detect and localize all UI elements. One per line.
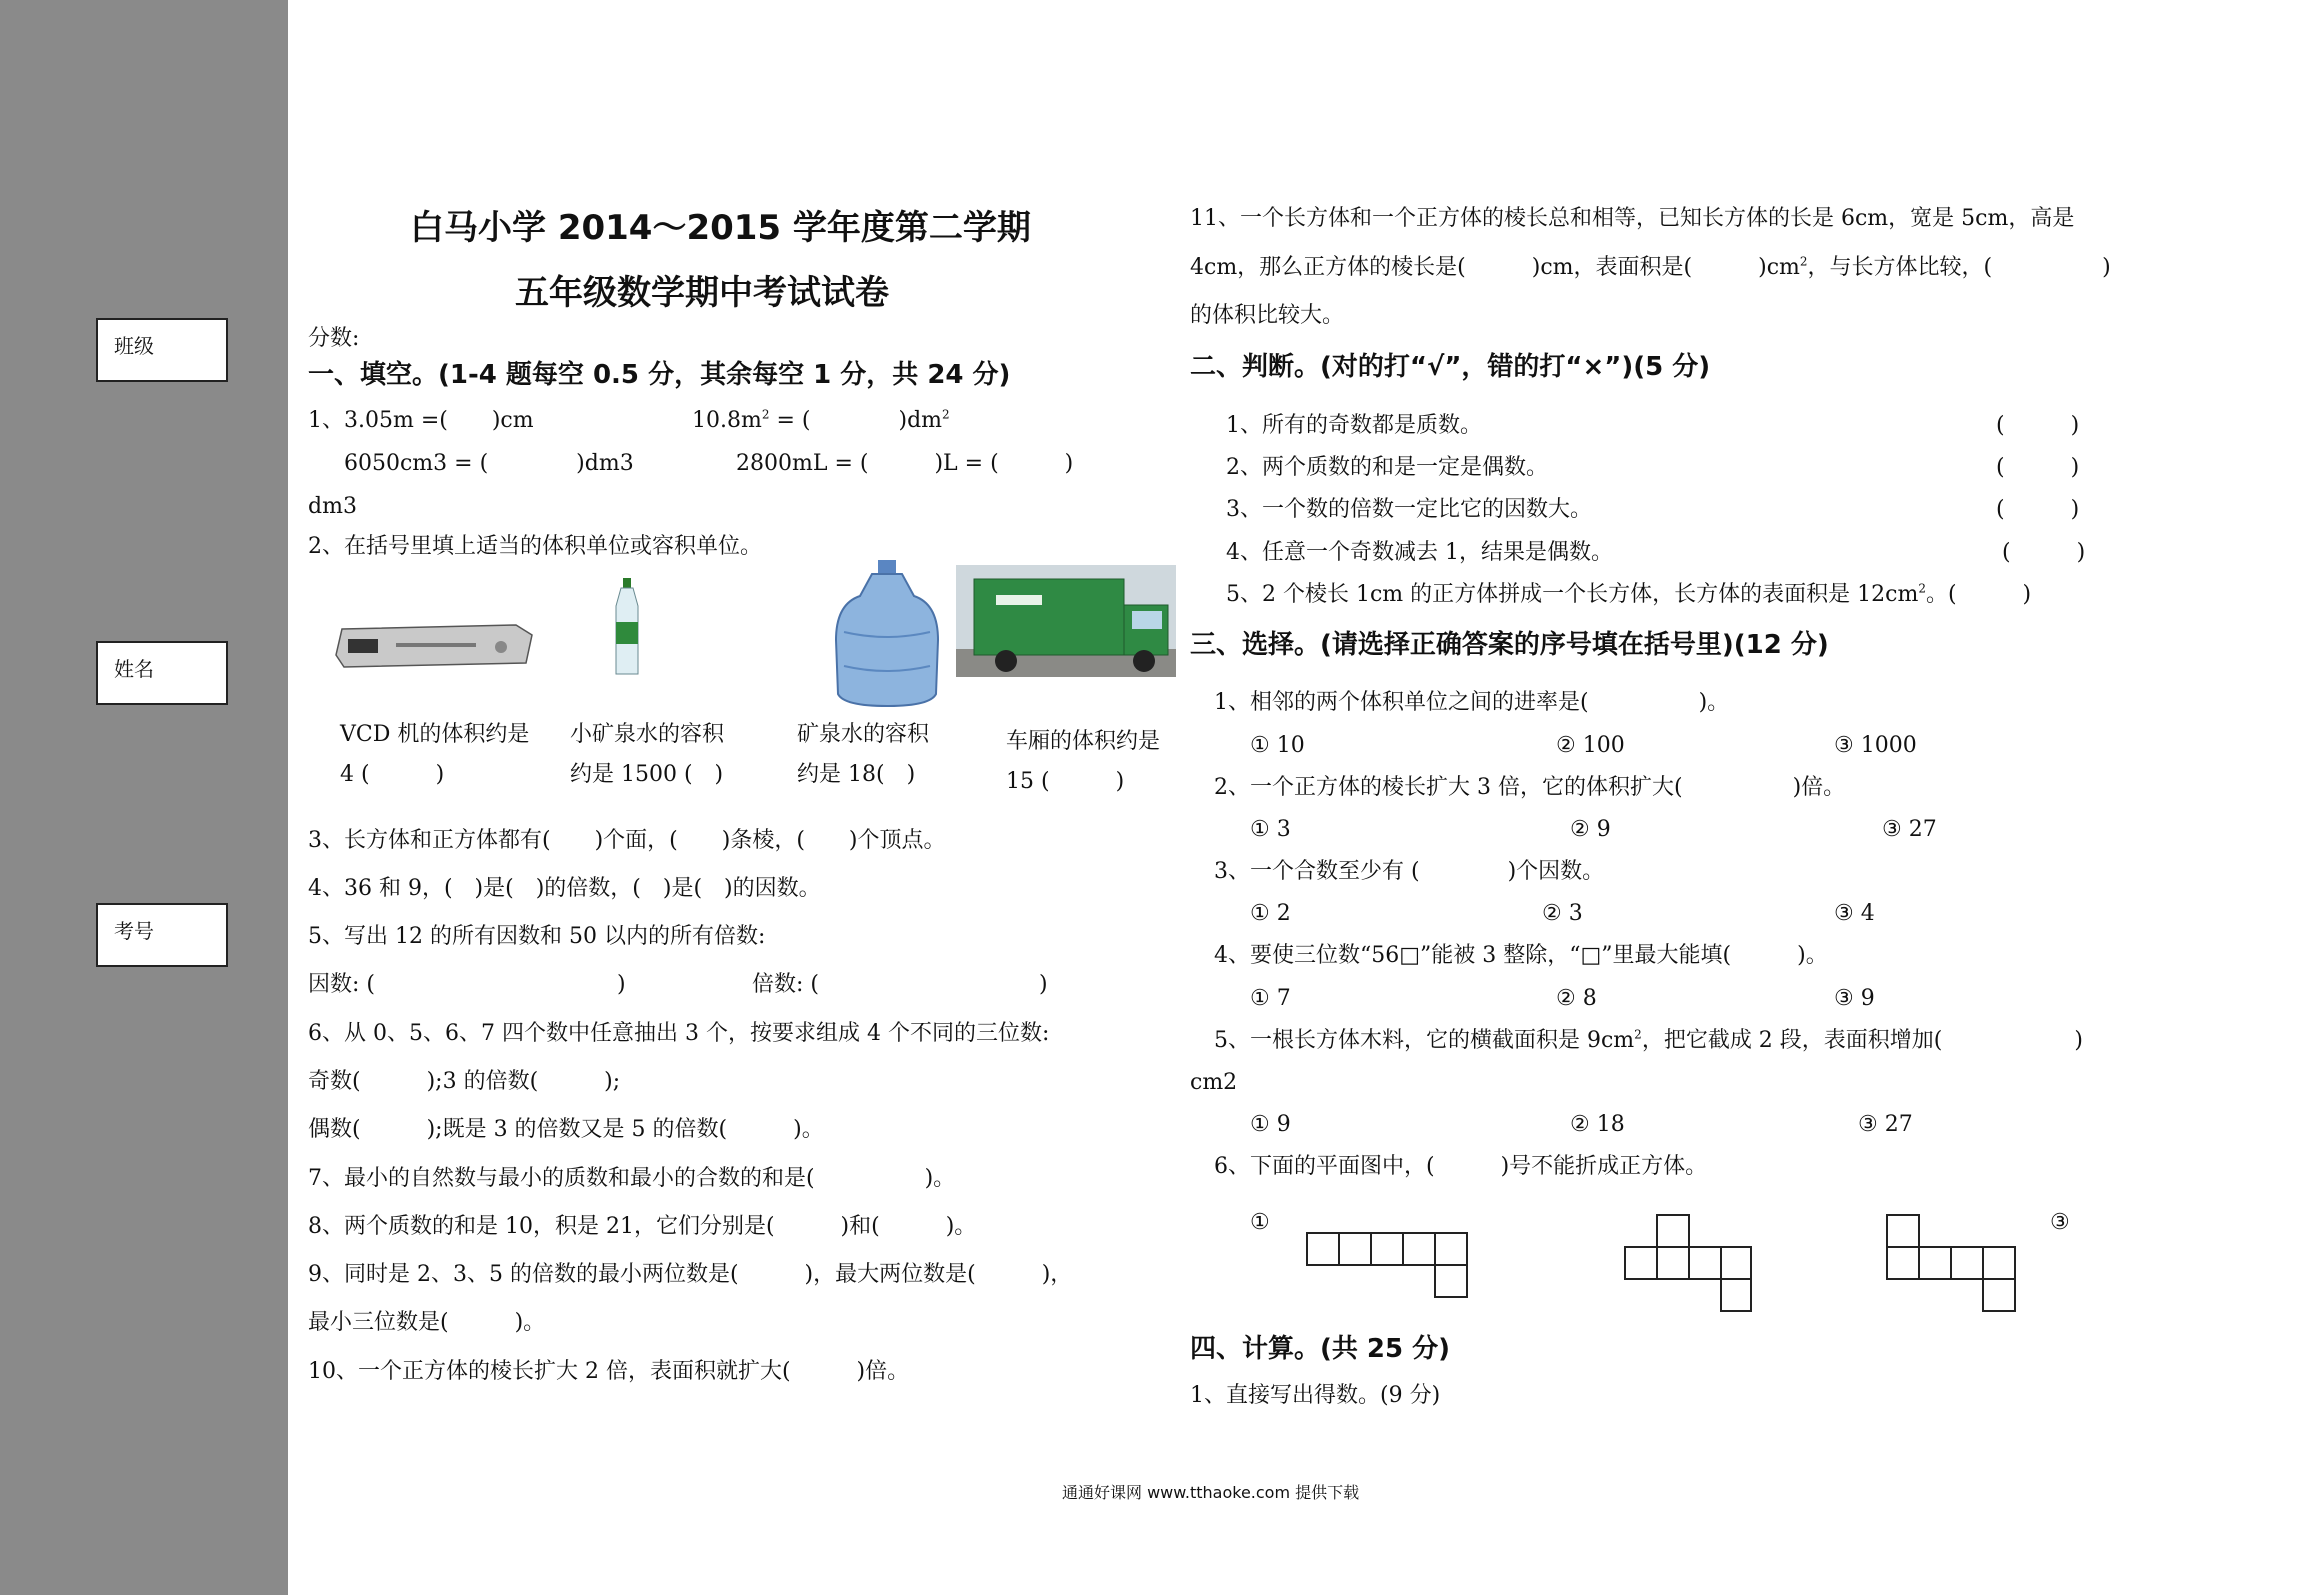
choice-4-opt-2: ② 8 [1556,986,1597,1011]
choice-2-opt-2: ② 9 [1570,817,1611,842]
q6-odd: 奇数( );3 的倍数( ); [308,1069,621,1094]
judge-2: 2、两个质数的和是一定是偶数。 [1226,455,1548,480]
choice-1-opt-2: ② 100 [1556,733,1625,758]
class-label: 班级 [114,334,154,358]
q9-b: 最小三位数是( )。 [308,1310,546,1335]
q1-d: 2800mL = ( )L = ( ) [736,451,1074,476]
choice-6: 6、下面的平面图中，( )号不能折成正方体。 [1214,1154,1708,1179]
choice-5-opt-2: ② 18 [1570,1112,1625,1137]
q1-a: 1、3.05m =( )cm [308,408,534,433]
choice-3-opt-2: ② 3 [1542,901,1583,926]
choice-5-opt-1: ① 9 [1250,1112,1291,1137]
judge-1: 1、所有的奇数都是质数。 [1226,413,1482,438]
choice-2-opt-3: ③ 27 [1882,817,1937,842]
section1-heading: 一、填空。(1-4 题每空 0.5 分，其余每空 1 分，共 24 分) [308,360,1011,390]
binding-strip [0,0,288,1595]
q6: 6、从 0、5、6、7 四个数中任意抽出 3 个，按要求组成 4 个不同的三位数: [308,1021,1050,1046]
q8: 8、两个质数的和是 10，积是 21，它们分别是( )和( )。 [308,1214,977,1239]
exam-number-field[interactable] [96,903,228,967]
choice-2-opt-1: ① 3 [1250,817,1291,842]
score-label: 分数: [308,326,360,351]
choice-3-opt-1: ① 2 [1250,901,1291,926]
q2: 2、在括号里填上适当的体积单位或容积单位。 [308,534,762,559]
choice-1-opt-3: ③ 1000 [1834,733,1917,758]
choice-5: 5、一根长方体木料，它的横截面积是 $9cm^2$，把它截成 2 段，表面积增加( ) [1214,1027,2083,1053]
exam-title-line2: 五年级数学期中考试试卷 [515,273,889,313]
choice-4-opt-1: ① 7 [1250,986,1291,1011]
choice-5-opt-3: ③ 27 [1858,1112,1913,1137]
cube-net-3 [1886,1214,2018,1314]
q5: 5、写出 12 的所有因数和 50 以内的所有倍数: [308,924,766,949]
q1-c: 6050cm3 = ( )dm3 [344,451,634,476]
judge-1-paren: ( ) [1996,413,2080,438]
q9: 9、同时是 2、3、5 的倍数的最小两位数是( )，最大两位数是( )， [308,1262,1073,1287]
class-field[interactable] [96,318,228,382]
vcd-player-image [336,615,532,671]
net-3-label: ③ [2050,1210,2070,1235]
footer-source: 通通好课网 www.tthaoke.com 提供下载 [1062,1483,1360,1502]
net-1-label: ① [1250,1210,1270,1235]
calc-1: 1、直接写出得数。(9 分) [1190,1383,1441,1408]
caption-truck-line2: 15 ( ) [1006,769,1125,794]
choice-3: 3、一个合数至少有 ( )个因数。 [1214,859,1605,884]
exam-number-label: 考号 [114,919,154,943]
choice-5-unit: cm2 [1190,1070,1238,1095]
name-label: 姓名 [114,657,154,681]
caption-small-bottle-line1: 小矿泉水的容积 [570,722,725,747]
caption-water-jug-line2: 约是 18( ) [797,762,916,787]
choice-4: 4、要使三位数“56□”能被 3 整除，“□”里最大能填( )。 [1214,943,1828,968]
q1-b: $10.8m^2$ = ( )$dm^2$ [692,407,950,433]
choice-1-opt-1: ① 10 [1250,733,1305,758]
judge-4: 4、任意一个奇数减去 1，结果是偶数。 [1226,540,1613,565]
judge-3: 3、一个数的倍数一定比它的因数大。 [1226,497,1592,522]
judge-3-paren: ( ) [1996,497,2080,522]
q4: 4、36 和 9，( )是( )的倍数，( )是( )的因数。 [308,876,821,901]
q11-line1: 11、一个长方体和一个正方体的棱长总和相等，已知长方体的长是 6cm，宽是 5cm，高是 [1190,206,2075,231]
judge-5: 5、2 个棱长 1cm 的正方体拼成一个长方体，长方体的表面积是 $12cm^2$。( ) [1226,581,2032,607]
caption-vcd-line1: VCD 机的体积约是 [340,722,530,747]
choice-4-opt-3: ③ 9 [1834,986,1875,1011]
q5-factors: 因数: ( ) [308,972,626,997]
section3-heading: 三、选择。(请选择正确答案的序号填在括号里)(12 分) [1190,630,1829,660]
exam-title-line1: 白马小学 2014～2015 学年度第二学期 [410,208,1031,248]
choice-1: 1、相邻的两个体积单位之间的进率是( )。 [1214,690,1730,715]
choice-3-opt-3: ③ 4 [1834,901,1875,926]
section2-heading: 二、判断。(对的打“√”，错的打“×”)(5 分) [1190,352,1711,382]
q11-line2: 4cm，那么正方体的棱长是( )cm，表面积是( )$cm^2$，与长方体比较，( ) [1190,254,2111,280]
small-water-bottle-image [612,578,642,676]
q10: 10、一个正方体的棱长扩大 2 倍，表面积就扩大( )倍。 [308,1359,910,1384]
postal-truck-image [956,565,1176,677]
judge-4-paren: ( ) [2002,540,2086,565]
q1-e: dm3 [308,494,357,519]
cube-net-2 [1624,1214,1752,1314]
judge-2-paren: ( ) [1996,455,2080,480]
choice-2: 2、一个正方体的棱长扩大 3 倍，它的体积扩大( )倍。 [1214,775,1846,800]
water-jug-image [834,560,940,708]
cube-net-1 [1306,1232,1466,1298]
caption-vcd-line2: 4 ( ) [340,762,445,787]
name-field[interactable] [96,641,228,705]
caption-small-bottle-line2: 约是 1500 ( ) [570,762,724,787]
q3: 3、长方体和正方体都有( )个面，( )条棱，( )个顶点。 [308,828,946,853]
q5-multiples: 倍数: ( ) [752,972,1048,997]
q7: 7、最小的自然数与最小的质数和最小的合数的和是( )。 [308,1166,956,1191]
caption-truck-line1: 车厢的体积约是 [1006,729,1161,754]
section4-heading: 四、计算。(共 25 分) [1190,1334,1451,1364]
q6-even: 偶数( );既是 3 的倍数又是 5 的倍数( )。 [308,1117,824,1142]
q11-line3: 的体积比较大。 [1190,303,1345,328]
caption-water-jug-line1: 矿泉水的容积 [797,722,930,747]
